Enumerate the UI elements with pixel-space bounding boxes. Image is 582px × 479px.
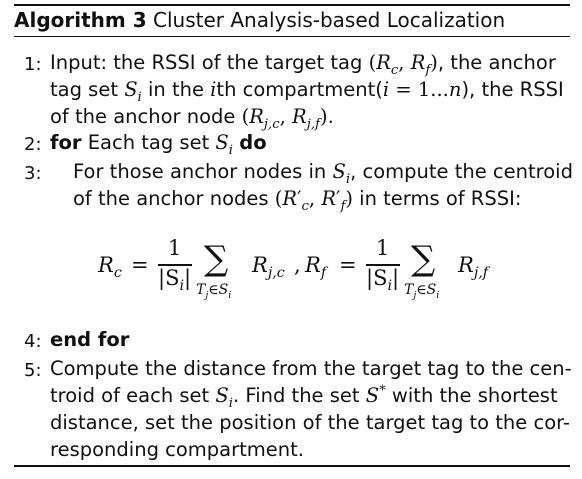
- centroid-formula: [0, 228, 582, 308]
- summation-symbol-2: ∑: [411, 239, 436, 279]
- step-number: 1:: [24, 54, 42, 75]
- step-1-line-1: Input: the RSSI of the target tag ($R_c$, $R_f$), the anchor: [50, 51, 556, 78]
- step-2-line: for Each tag set $S_i$ do: [50, 131, 267, 158]
- summation-symbol: ∑: [204, 239, 229, 279]
- formula-numerator-2: 1: [376, 236, 390, 260]
- caption-rule: [14, 36, 570, 37]
- step-5-line-2: troid of each set $S_i$. Find the set S* with the shortest: [50, 383, 558, 411]
- step-4-line: end for: [50, 328, 130, 351]
- step-number: 3:: [24, 163, 42, 184]
- algorithm-caption: [14, 8, 505, 32]
- summation-index: $T_j\in S_i$: [196, 282, 232, 301]
- formula-denominator-2: $|S_i|$: [366, 266, 400, 295]
- formula-comma: ,: [294, 253, 301, 277]
- step-number: 2:: [24, 134, 42, 155]
- bottom-rule: [14, 465, 570, 467]
- step-3-line-2: of the anchor nodes ($R'_c$, $R'_f$) in terms of RSSI:: [73, 187, 522, 214]
- step-5-line-1: Compute the distance from the target tag to the cen-: [50, 357, 572, 380]
- algorithm-title: Cluster Analysis-based Localization: [153, 8, 506, 32]
- formula-term-rjc: $R_{j,c}$: [252, 253, 285, 282]
- formula-lhs-rf: $R_f$: [305, 253, 327, 282]
- step-number: 4:: [24, 331, 42, 352]
- formula-equals: =: [131, 253, 149, 277]
- formula-equals-2: =: [339, 253, 357, 277]
- summation-index-2: $T_j\in S_i$: [404, 282, 440, 301]
- step-number: 5:: [24, 360, 42, 381]
- top-rule: [14, 4, 570, 6]
- step-3-line-1: For those anchor nodes in $S_i$, compute the centroid: [73, 160, 573, 187]
- step-1-line-3: of the anchor node ($R_{j,c}$, $R_{j,f}$).: [50, 105, 334, 132]
- step-5-line-3: distance, set the position of the target tag to the cor-: [50, 411, 570, 434]
- step-1-line-2: tag set $S_i$ in the ith compartment(i = 1...n), the RSSI: [50, 78, 564, 105]
- algorithm-label: Algorithm 3: [14, 8, 147, 32]
- formula-term-rjf: $R_{j,f}$: [458, 253, 489, 282]
- formula-denominator: $|S_i|$: [158, 266, 192, 295]
- formula-lhs-rc: $R_c$: [98, 253, 122, 282]
- step-5-line-4: responding compartment.: [50, 438, 304, 461]
- formula-numerator: 1: [168, 236, 182, 260]
